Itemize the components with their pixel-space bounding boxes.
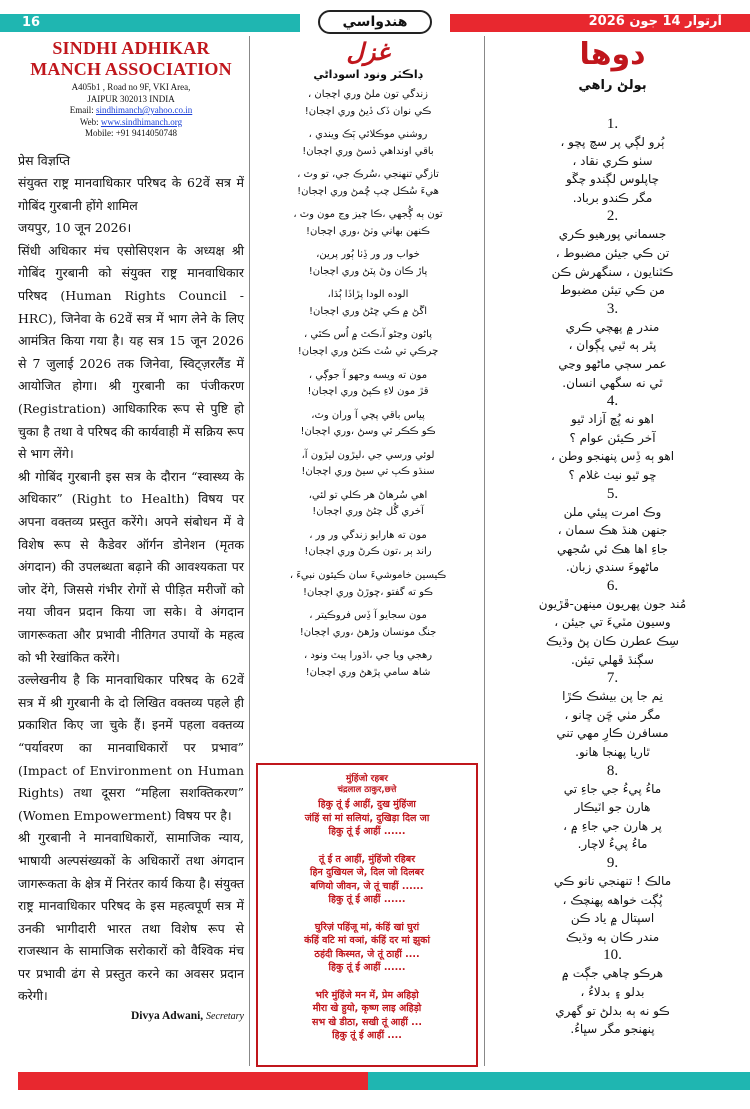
couplet-line: چرڪي تي سُٽ ڪٽڻ وري اچجان! [297, 346, 439, 358]
doha-item [490, 577, 735, 669]
doha-line: ٻُرو لڳي پر سچ پچو ، [560, 135, 665, 149]
doha-line: پُڳت خواهه پهنچڪ ، [562, 892, 663, 907]
doha-line: ماءُ پيءُ لاچار. [577, 837, 648, 852]
footer-bar-right [368, 1072, 750, 1090]
paragraph: उल्लेखनीय है कि मानवाधिकार परिषद के 62वें सत्र में श्री गुरबानी के दो लिखित वक्तव्य पहले ही प्रकाशित किए जा चुके हैं। इनमें पहला वक्तव्य “पर्यावरण का मानवाधिकारों पर प्रभाव” (Impact of Environment on Human Rights) तथा दूसरा “महिला सशक्तिकरण” (Women Empowerment) विषय पर है। [18, 672, 244, 823]
poem-line: घुरिज़ं पहिंजू मां, कंहिं खां घुरां [314, 921, 420, 933]
doha-item [490, 207, 735, 299]
doha-item [490, 854, 735, 946]
doha-line: مالڪ ! تنهنجي نانو ڪي [553, 874, 672, 888]
couplet-line: لوئي ورسي جي ،ليڙون ليڙون آ، [301, 449, 435, 461]
organization-address [18, 82, 244, 140]
poem-line: कंहिं वटि मां वञां, कंहिं दर मां झुकां [304, 935, 430, 946]
signature: Divya Adwani, Secretary [130, 1010, 244, 1023]
doha-line: من ڪي تيئن مضبوط [560, 283, 665, 298]
email-line: Email: sindhimanch@yahoo.co.in [69, 105, 193, 115]
organization-name: SINDHI ADHIKAR MANCH ASSOCIATION [30, 38, 232, 79]
ghazal-couplet [256, 87, 480, 120]
doha-line: ڇو ٿيو نيٺ غلام ؟ [568, 467, 657, 482]
couplet-line: تازگي تنهنجي ،سُرڪ جي، تو وٽ ، [297, 169, 439, 181]
doha-line: ٿي نه سگهي انسان. [562, 375, 663, 390]
ghazal-couplet [256, 528, 480, 561]
doha-line: بدلو ۽ بدلاءُ ، [580, 984, 645, 999]
dateline: जयपुर, 10 जून 2026। [18, 220, 132, 236]
doha-item [490, 485, 735, 577]
column-divider [249, 36, 250, 1066]
couplet-line: هيءَ سُڪل چپ ڇُمڻ وري اچجان! [297, 185, 439, 197]
poem-line: हिकु तूं ई आहीं ...... [328, 826, 406, 837]
doha-line: ڪٽنايون ، سنگهرش ڪن [551, 264, 674, 279]
paragraph: श्री गोबिंद गुरबानी इस सत्र के दौरान “स्वास्थ्य के अधिकार” (Right to Health) विषय पर अपना वक्तव्य प्रस्तुत करेंगे। अपने संबोधन में वे विशेष रूप से कैडेवर ऑर्गन डोनेशन (मृतक अंगदान) की उपलब्धता बढ़ाने की आवश्यकता पर जोर देंगे, जिससे गंभीर रोगों से पीड़ित मरीजों को नया जीवन प्रदान किया जा सके। वे अंगदान जागरूकता और प्रभावी नीतिगत उपायों के महत्व को भी रेखांकित करेंगे। [18, 468, 244, 665]
ghazal-column [256, 38, 480, 688]
couplet-line: مون ته ويسه وجهو آ جوڳي ، [308, 369, 428, 381]
doha-line: تن ڪي جيئن مضبوط ، [555, 245, 670, 260]
couplet-line: شاھ سامي پڙهڻ وري اچجان! [305, 666, 431, 678]
couplet-line: پاڻون وڃڻو آ،ڪٿ ۾ اُس ڪٿي ، [303, 329, 432, 341]
poem-line: जंहिं सां मां सलियां, दुखिड़ा दिल जा [304, 812, 430, 824]
hindi-poem-box [256, 763, 478, 1067]
header-bar-left [0, 14, 300, 32]
poem-stanza [262, 989, 472, 1043]
ghazal-couplet [256, 568, 480, 601]
doha-line: ماڻهوءَ سندي زبان. [565, 560, 660, 575]
couplet-line: اهي سُرهاڻ هر ڪلي تو لئي، [308, 489, 428, 501]
doha-line: پنهنجو مگر سڀاءُ. [570, 1022, 655, 1037]
ghazal-couplet [256, 327, 480, 360]
doha-number: 1. [606, 116, 619, 132]
doha-list [490, 115, 735, 1039]
doha-title: دوھا [579, 37, 646, 72]
doha-line: جنهن هنڌ هڪ سمان ، [557, 523, 668, 538]
doha-line: جاءِ اها هڪ ئي سُجهي [557, 541, 668, 556]
couplet-line: تون ٻه ڳُجهي ،ڪا چيز وڃ مون وٽ ، [293, 209, 443, 221]
doha-line: هرڪو چاهي جڳت ۾ [561, 966, 664, 981]
poem-author: चंद्रलाल ठाकुर,छत्ते [337, 785, 397, 795]
poem-title: मुंहिंजो रहबर [346, 774, 388, 784]
poem-line: तूं ई त आहीं, मुंहिंजो रहिबर [318, 853, 416, 865]
paragraph: श्री गुरबानी ने मानवाधिकारों, सामाजिक न्याय, भाषायी अल्पसंख्यकों के अधिकारों तथा अंगदान जागरूकता के क्षेत्र में निरंतर कार्य किया है। संयुक्त राष्ट्र मानवाधिकार परिषद के इस महत्वपूर्ण सत्र में उनकी भागीदारी भारत तथा विशेष रूप से राजस्थान के सामाजिक सरोकारों को वैश्विक मंच पर प्रभावी ढंग से प्रस्तुत करने का अवसर प्रदान करेगी। [18, 830, 244, 1004]
doha-line: هارن جو اٽيڪار [574, 800, 651, 815]
ghazal-couplet [256, 488, 480, 521]
doha-line: جسماني پورهيو ڪري [558, 227, 667, 242]
poem-line: हिकु तूं ई आहीं ...... [328, 894, 406, 905]
couplet-line: مون سجايو آ ڏِس فروڪيتر ، [309, 610, 427, 622]
ghazal-couplet [256, 408, 480, 441]
doha-line: مندر ڪان ٻه وڌيڪ [565, 929, 660, 944]
poem-line: बणियो जीवन, जे तूं चाहीं ...... [310, 880, 424, 892]
doha-item [490, 115, 735, 207]
press-release-column [18, 38, 244, 1022]
doha-item [490, 946, 735, 1038]
ghazal-couplet [256, 167, 480, 200]
couplet-line: پياس باقي پچي آ وران وٽ، [311, 409, 425, 421]
doha-line: سِڪ عطرن ڪان پڻ وڌيڪ [546, 634, 679, 649]
poem-line: सभ खे डीठा, सखी तूं आहीं ... [312, 1016, 422, 1028]
mobile-line: Mobile: +91 9414050748 [84, 128, 178, 138]
doha-author: ٻولڻ راهي [578, 78, 647, 93]
couplet-line: اڱڻ ۾ ڪي ڇڻڻ وري اچجان! [308, 305, 428, 317]
doha-line: نِم جا پن بيشڪ ڪڙا [562, 689, 663, 704]
doha-line: ڪو نه ٻه بدلڻ تو گهري [555, 1003, 670, 1018]
doha-line: سٺو ڪري نقاد ، [572, 153, 653, 168]
doha-line: پر هارن جي جاءِ ۾ ، [563, 818, 662, 833]
couplet-line: قڙ مون لاءِ ڪپڻ وري اچجان! [307, 386, 429, 398]
poem-stanzas [262, 798, 472, 1043]
couplet-line: روشني موڪلائي ٻَڪ ويندي ، [308, 129, 428, 141]
press-release-headline: संयुक्त राष्ट्र मानवाधिकार परिषद के 62वें सत्र में गोबिंद गुरबानी होंगे शामिल [18, 175, 244, 213]
couplet-line: الوده الودا پڙاڏا ٻُڌا، [327, 289, 409, 301]
web-line: Web: www.sindhimanch.org [79, 116, 183, 127]
couplet-line: ڪنهن بهاني وٺڻ ،وري اچجان! [306, 225, 430, 237]
website-link[interactable]: www.sindhimanch.org [100, 116, 183, 127]
doha-number: 5. [606, 485, 619, 502]
couplet-line: سنڌو ڪپ تي سيڻ وري اچجان! [301, 466, 435, 478]
couplet-line: باقي اونداهي ڏسڻ وري اچجان! [302, 145, 434, 157]
address-line: JAIPUR 302013 INDIA [87, 93, 175, 104]
doha-number: 4. [606, 393, 619, 410]
doha-number: 7. [606, 670, 619, 687]
poem-line: मीरा खे हुयो, कृष्ण लाइ अहिड़ो [312, 1003, 422, 1014]
doha-line: ماءُ پيءُ جي جاءِ تي [563, 781, 662, 796]
press-release-label: प्रेस विज्ञप्ति [18, 152, 70, 168]
footer-bar-left [18, 1072, 368, 1090]
doha-line: چاپلوس لڳندو چڱو [565, 172, 660, 187]
masthead-logo: ھندواسي [318, 10, 432, 34]
poem-stanza [262, 921, 472, 975]
ghazal-couplet [256, 247, 480, 280]
ghazal-couplet [256, 648, 480, 681]
doha-column [490, 38, 735, 1039]
ghazal-couplet [256, 368, 480, 401]
couplet-line: جنگ مونسان وڙهڻ ،وري اچجان! [299, 626, 437, 638]
couplet-line: رهجي ويا جي ،اڌورا پيٽ ونود ، [303, 650, 433, 662]
ghazal-couplet [256, 448, 480, 481]
page-number: 16 [22, 15, 41, 30]
address-line: A405b1 , Road no 9F, VKI Area, [71, 82, 191, 92]
doha-line: آخر ڪيئن عوام ؟ [569, 430, 656, 445]
poem-line: हिन दुखियल जे, दिल जो दिलबर [310, 867, 424, 878]
ghazal-couplet [256, 287, 480, 320]
doha-item [490, 300, 735, 392]
doha-item [490, 669, 735, 761]
couplet-line: ڪي نوان ڏک ڏيڻ وري اچجان! [304, 105, 432, 117]
doha-number: 9. [606, 855, 619, 871]
poem-stanza [262, 798, 472, 839]
couplet-line: راند ٻر ،تون ڪرڻ وري اچجان! [304, 546, 432, 558]
doha-line: مگر مٺي ڇَن ڇانو ، [564, 707, 661, 722]
email-link[interactable]: sindhimanch@yahoo.co.in [95, 105, 193, 115]
paragraph: सिंधी अधिकार मंच एसोसिएशन के अध्यक्ष श्री गोबिंद गुरबानी को संयुक्त राष्ट्र मानवाधिकार परिषद (Human Rights Council - HRC), जिनेवा के 62वें सत्र में भाग लेने के लिए आमंत्रित किया गया है। यह सत्र 15 जून 2026 से 7 जुलाई 2026 तक जिनेवा, स्विट्ज़रलैंड में आयोजित होगा। श्री गुरबानी का पंजीकरण (Registration) आधिकारिक रूप से पुष्टि हो चुका है तथा वे परिषद की कार्यवाही में सक्रिय रूप से भाग लेंगे। [18, 242, 244, 462]
poem-line: हिकु तूं ई आहीं ...... [328, 962, 406, 973]
doha-line: عمر سڄي ماڻهو وڃي [558, 356, 667, 371]
doha-line: اهو نه پُڇ آزاد ٿيو [571, 412, 654, 427]
doha-line: اهو ٻه ڏِس پنهنجو وطن ، [550, 449, 675, 464]
ghazal-author: ڊاڪٽر ونود اسوداڻي [313, 68, 423, 81]
couplet-line: خواب ور ور ڏِٺا ٻُور پرين، [316, 249, 420, 261]
doha-line: وسيون مٽيءَ تي جيئن ، [554, 615, 671, 630]
page-header [0, 0, 750, 34]
doha-line: اسپتال ۾ ياد ڪن [570, 911, 655, 926]
poem-line: भरि मुंहिंजे मन में, प्रेम अहिड़ो [315, 989, 419, 1001]
doha-number: 8. [606, 762, 619, 779]
doha-line: سڳنڌ ڦهلي تيئن. [570, 652, 654, 667]
doha-line: پٿر ٻه ٿيي پڳوان ، [568, 338, 657, 353]
doha-line: مندر ۾ پهچي ڪري [565, 319, 660, 334]
poem-line: हिकु तूं ई आहीं, दुख मुंहिंजा [318, 799, 416, 810]
poem-stanza [262, 853, 472, 907]
couplet-line: آخري گُل چڻڻ وري اچجان! [312, 506, 424, 518]
couplet-line: ڪو ڪڪر ٿي وسڻ ،وري اچجان! [300, 426, 436, 438]
doha-line: مسافرن ڪارِ مهي تني [556, 726, 669, 741]
ghazal-couplets [256, 87, 480, 681]
couplet-line: زندگي تون ملڻ وري اچجان ، [308, 89, 428, 100]
ghazal-title: غزل [346, 37, 390, 66]
couplet-line: ڪيسين خاموشيءَ سان ڪيئون نبيءَ ، [289, 569, 447, 581]
issue-date: آرتوار 14 جون 2026 [588, 14, 722, 29]
doha-number: 3. [606, 300, 619, 317]
press-release-body [18, 150, 244, 1009]
couplet-line: ڪو ته گفتو ،ڇوڙڻ وري اچجان! [303, 586, 433, 598]
ghazal-couplet [256, 127, 480, 160]
doha-line: مُند جون پهريون مينهن-ڦڙيون [538, 596, 687, 611]
doha-line: وڪ امرت پيئي ملن [563, 504, 662, 519]
doha-item [490, 392, 735, 484]
couplet-line: پاڙ ڪان وڻ پٽڻ وري اچجان! [308, 265, 428, 277]
poem-line: ठहंदी किस्मत, जे तूं ठाहीं .... [314, 948, 420, 960]
doha-line: مگر ڪندو برباد. [572, 190, 653, 205]
doha-item [490, 762, 735, 854]
poem-line: हिकु तूं ई आहीं .... [332, 1030, 402, 1041]
ghazal-couplet [256, 207, 480, 240]
ghazal-couplet [256, 608, 480, 641]
couplet-line: مون ته هارايو زندگي ور ور ، [309, 529, 427, 541]
column-divider [484, 36, 485, 1066]
doha-number: 6. [606, 577, 619, 594]
doha-line: ٿاريا پهنجا هانو. [575, 745, 650, 760]
doha-number: 10. [603, 947, 622, 964]
doha-number: 2. [606, 208, 619, 225]
